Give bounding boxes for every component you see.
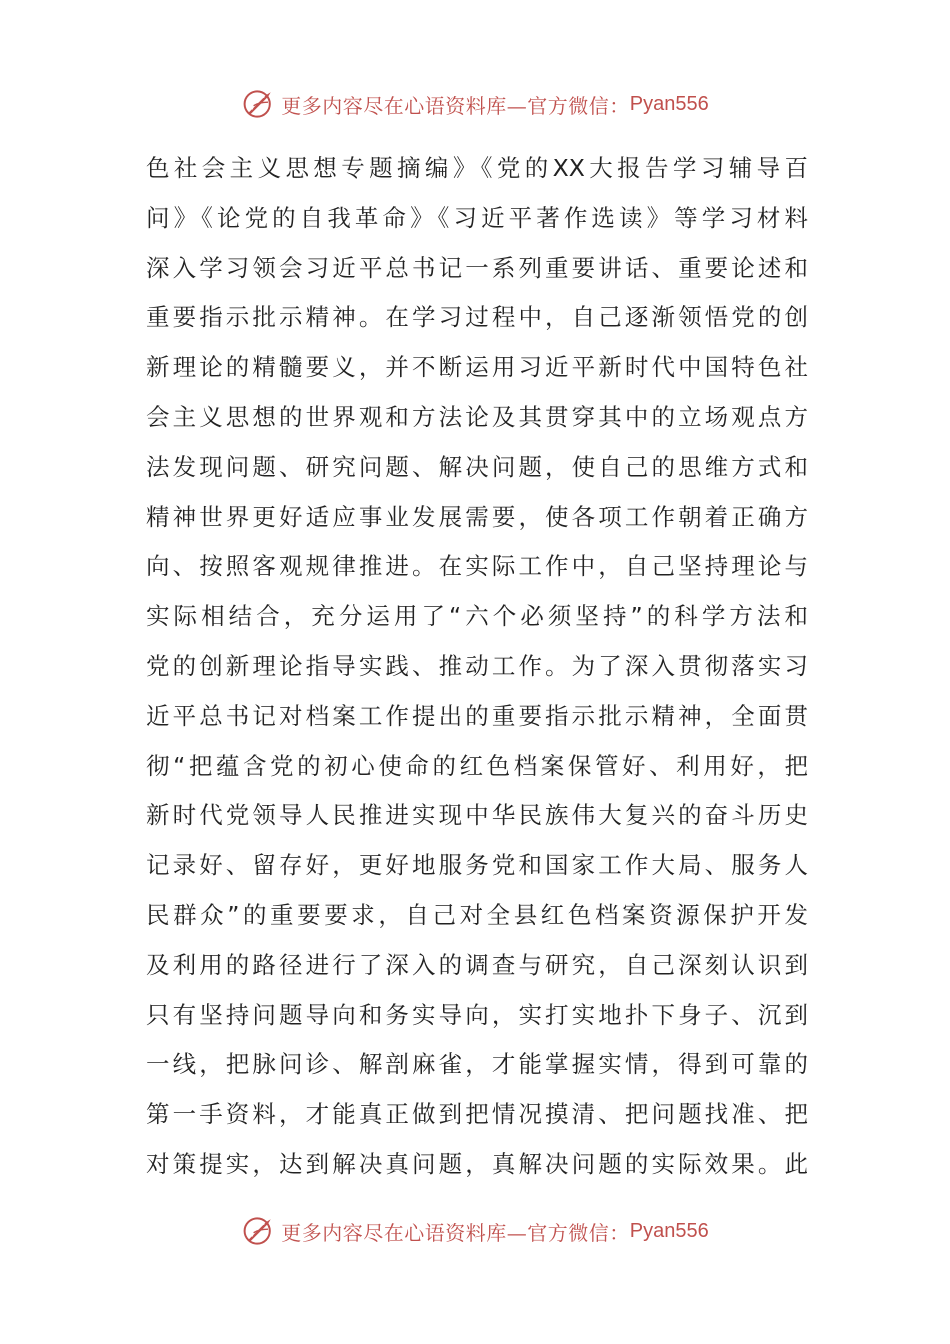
pen-logo-icon: [241, 86, 277, 122]
document-body: [146, 144, 808, 1190]
text-line: 问》《论党的自我革命》《习近平著作选读》等学习材料: [146, 203, 808, 232]
text-line: 第一手资料，才能真正做到把情况摸清、把问题找准、把: [146, 1100, 808, 1129]
banner-text: 更多内容尽在心语资料库—官方微信：: [281, 1220, 630, 1245]
text-line: 新时代党领导人民推进实现中华民族伟大复兴的奋斗历史: [146, 801, 808, 830]
text-line: 重要指示批示精神。在学习过程中，自己逐渐领悟党的创: [146, 303, 808, 332]
text-line: 党的创新理论指导实践、推动工作。为了深入贯彻落实习: [146, 651, 808, 680]
text-line: 一线，把脉问诊、解剖麻雀，才能掌握实情，得到可靠的: [146, 1050, 808, 1079]
text-line: 色社会主义思想专题摘编》《党的XX大报告学习辅导百: [146, 154, 808, 182]
text-line: 及利用的路径进行了深入的调查与研究，自己深刻认识到: [146, 950, 808, 979]
header-banner: [0, 84, 950, 124]
text-line: 记录好、留存好，更好地服务党和国家工作大局、服务人: [146, 851, 808, 880]
banner-wechat-id: Pyan556: [629, 1219, 709, 1242]
text-line: 精神世界更好适应事业发展需要，使各项工作朝着正确方: [146, 502, 808, 531]
banner-wechat-id: Pyan556: [629, 92, 709, 115]
text-line: 法发现问题、研究问题、解决问题，使自己的思维方式和: [146, 452, 808, 481]
text-line: 只有坚持问题导向和务实导向，实打实地扑下身子、沉到: [146, 1000, 808, 1029]
text-line: 彻“把蕴含党的初心使命的红色档案保管好、利用好，把: [146, 751, 808, 780]
pen-logo-icon: [241, 1213, 277, 1249]
text-line: 向、按照客观规律推进。在实际工作中，自己坚持理论与: [146, 552, 808, 581]
text-line: 近平总书记对档案工作提出的重要指示批示精神，全面贯: [146, 701, 808, 730]
text-line: 新理论的精髓要义，并不断运用习近平新时代中国特色社: [146, 353, 808, 382]
text-line: 会主义思想的世界观和方法论及其贯穿其中的立场观点方: [146, 402, 808, 431]
text-line: 对策提实，达到解决真问题，真解决问题的实际效果。此: [146, 1149, 808, 1178]
banner-text: 更多内容尽在心语资料库—官方微信：: [281, 93, 630, 118]
text-line: 深入学习领会习近平总书记一系列重要讲话、重要论述和: [146, 253, 808, 282]
text-line: 实际相结合，充分运用了“六个必须坚持”的科学方法和: [146, 602, 808, 631]
footer-banner: [0, 1211, 950, 1251]
text-line: 民群众”的重要要求，自己对全县红色档案资源保护开发: [146, 900, 808, 929]
